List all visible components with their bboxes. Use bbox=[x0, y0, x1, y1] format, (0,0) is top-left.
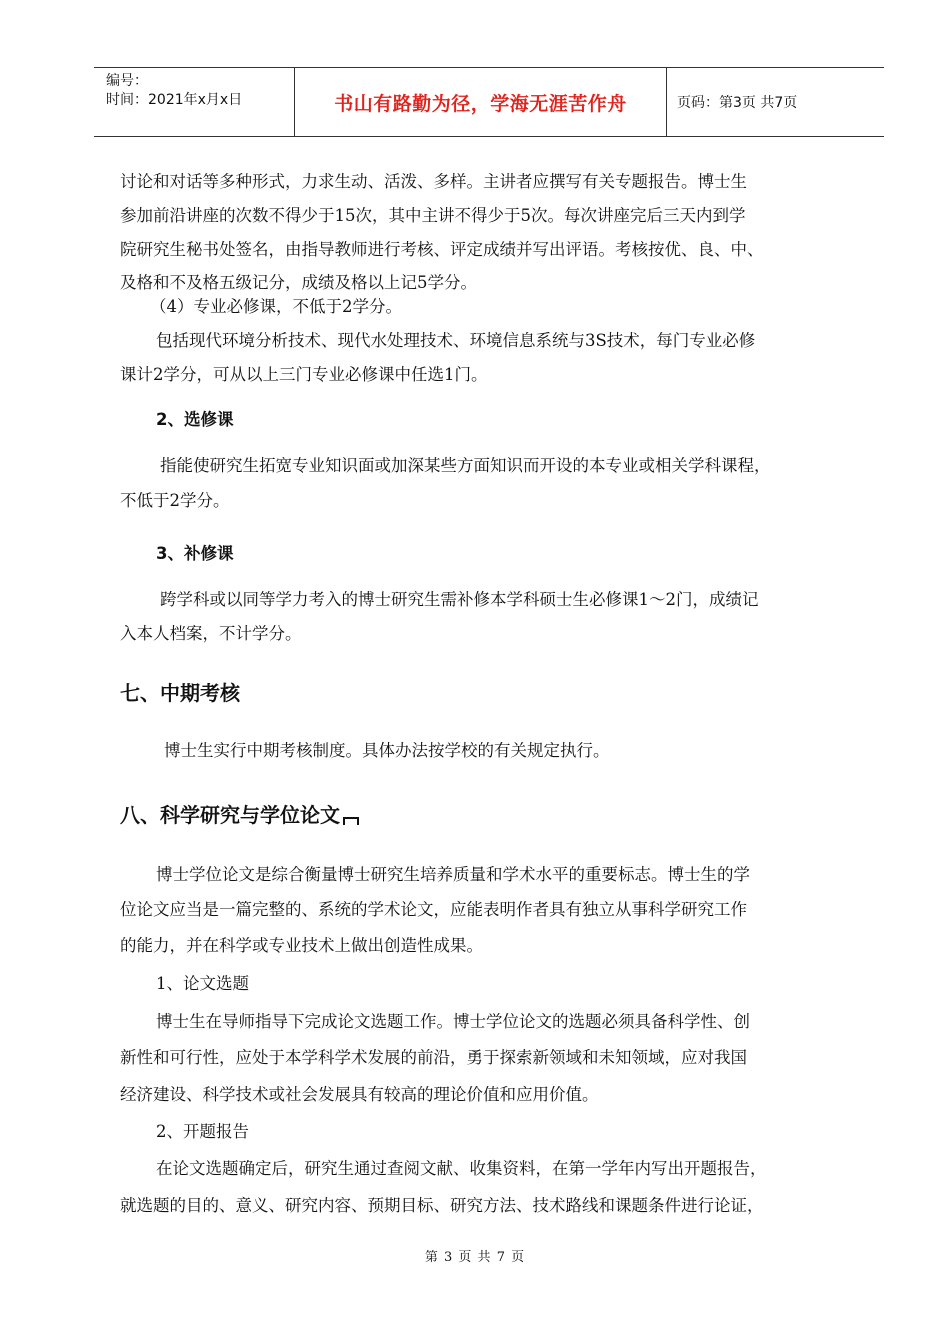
body-line: 参加前沿讲座的次数不得少于15次，其中主讲不得少于5次。每次讲座完后三天内到学 bbox=[120, 206, 746, 225]
doc-time-label: 时间：2021年x月x日 bbox=[106, 92, 243, 108]
section-heading-midterm: 七、中期考核 bbox=[120, 681, 240, 705]
thesis-subheading: 2、开题报告 bbox=[156, 1122, 249, 1141]
thesis-line: 新性和可行性，应处于本学科学术发展的前沿，勇于探索新领域和未知领域，应对我国 bbox=[120, 1048, 747, 1067]
section-heading-thesis bbox=[120, 799, 359, 828]
makeup-heading: 3、补修课 bbox=[156, 544, 234, 563]
thesis-subheading: 1、论文选题 bbox=[156, 974, 249, 993]
body-line: 院研究生秘书处签名，由指导教师进行考核、评定成绩并写出评语。考核按优、良、中、 bbox=[120, 240, 764, 259]
heading-end-mark bbox=[343, 817, 359, 825]
thesis-line: 博士学位论文是综合衡量博士研究生培养质量和学术水平的重要标志。博士生的学 bbox=[156, 865, 750, 884]
page-header bbox=[94, 67, 884, 137]
body-line: 及格和不及格五级记分，成绩及格以上记5学分。 bbox=[120, 273, 477, 292]
thesis-line: 在论文选题确定后，研究生通过查阅文献、收集资料，在第一学年内写出开题报告， bbox=[156, 1159, 767, 1178]
makeup-line: 跨学科或以同等学力考入的博士研究生需补修本学科硕士生必修课1～2门，成绩记 bbox=[160, 590, 759, 609]
body-line: 课计2学分，可从以上三门专业必修课中任选1门。 bbox=[120, 365, 488, 384]
header-page-info: 页码：第3页 共7页 bbox=[677, 95, 798, 111]
makeup-line: 入本人档案，不计学分。 bbox=[120, 624, 302, 643]
thesis-line: 博士生在导师指导下完成论文选题工作。博士学位论文的选题必须具备科学性、创 bbox=[156, 1012, 750, 1031]
header-meta bbox=[94, 68, 295, 136]
thesis-line: 的能力，并在科学或专业技术上做出创造性成果。 bbox=[120, 936, 483, 955]
body-line: （4）专业必修课，不低于2学分。 bbox=[150, 297, 402, 316]
body-line: 讨论和对话等多种形式，力求生动、活泼、多样。主讲者应撰写有关专题报告。博士生 bbox=[120, 172, 747, 191]
elective-heading: 2、选修课 bbox=[156, 410, 234, 429]
elective-line: 指能使研究生拓宽专业知识面或加深某些方面知识而开设的本专业或相关学科课程， bbox=[160, 456, 771, 475]
header-slogan: 书山有路勤为径，学海无涯苦作舟 bbox=[295, 68, 667, 136]
doc-number-label: 编号： bbox=[106, 73, 148, 89]
thesis-line: 位论文应当是一篇完整的、系统的学术论文，应能表明作者具有独立从事科学研究工作 bbox=[120, 900, 747, 919]
body-line: 包括现代环境分析技术、现代水处理技术、环境信息系统与3S技术，每门专业必修 bbox=[156, 331, 756, 350]
midterm-line: 博士生实行中期考核制度。具体办法按学校的有关规定执行。 bbox=[164, 741, 610, 760]
section-heading-thesis-text: 八、科学研究与学位论文 bbox=[120, 803, 340, 827]
thesis-line: 就选题的目的、意义、研究内容、预期目标、研究方法、技术路线和课题条件进行论证， bbox=[120, 1196, 764, 1215]
elective-line: 不低于2学分。 bbox=[120, 491, 230, 510]
thesis-line: 经济建设、科学技术或社会发展具有较高的理论价值和应用价值。 bbox=[120, 1085, 599, 1104]
page-footer: 第 3 页 共 7 页 bbox=[424, 1250, 526, 1265]
